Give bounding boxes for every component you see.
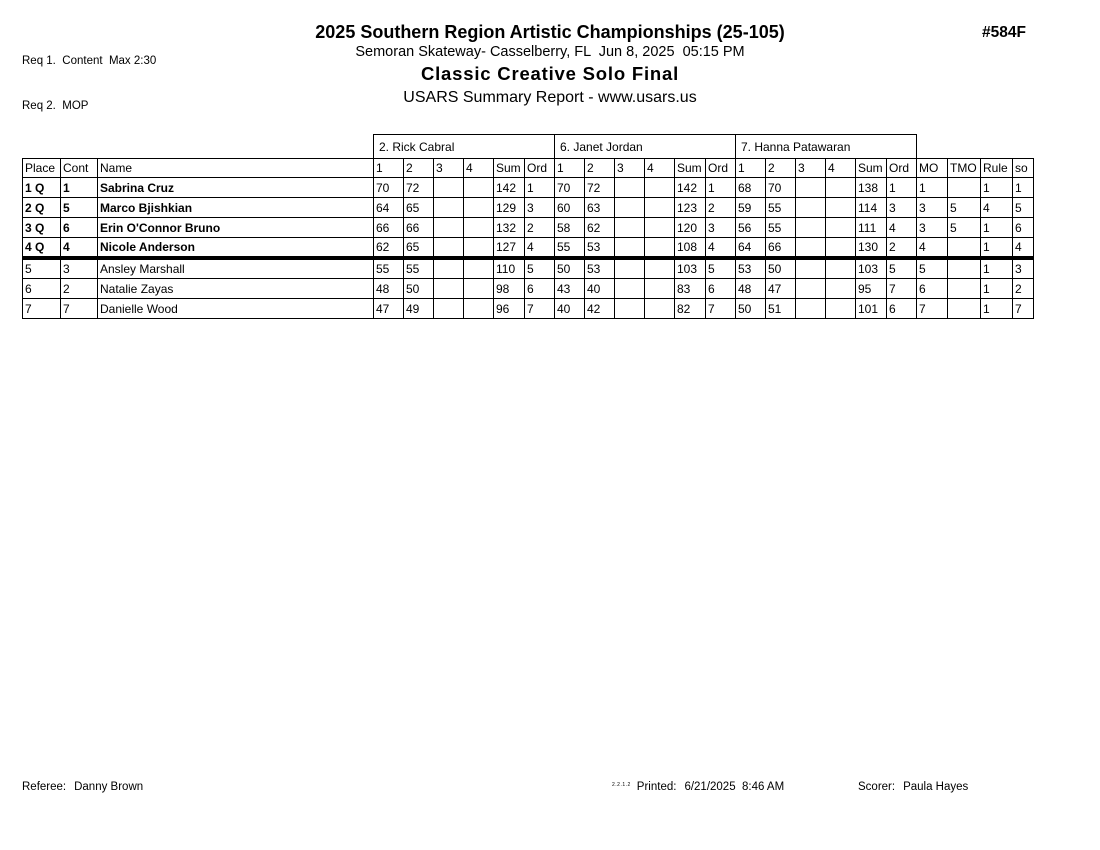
total-majority-ordinal-cell — [948, 299, 981, 319]
col-header-mo: MO — [917, 159, 948, 178]
col-header-tmo: TMO — [948, 159, 981, 178]
skater-name-cell: Erin O'Connor Bruno — [98, 218, 374, 238]
col-header-j1-sum: Sum — [494, 159, 525, 178]
judge-1-score-cell — [464, 198, 494, 218]
event-code: #584F — [982, 24, 1026, 41]
judge-row-left-spacer — [23, 135, 374, 159]
judge-3-ordinal-cell: 2 — [887, 238, 917, 259]
judge-3-score-cell — [796, 178, 826, 198]
col-header-j2-ord: Ord — [706, 159, 736, 178]
rule-cell: 1 — [981, 299, 1013, 319]
judge-1-score-cell: 48 — [374, 279, 404, 299]
judge-1-sum-cell: 129 — [494, 198, 525, 218]
judge-2-score-cell — [645, 279, 675, 299]
sum-ordinals-cell: 4 — [1013, 238, 1034, 259]
judge-3-ordinal-cell: 1 — [887, 178, 917, 198]
judge-3-score-cell: 53 — [736, 258, 766, 279]
col-header-j1-ord: Ord — [525, 159, 555, 178]
skater-name-cell: Nicole Anderson — [98, 238, 374, 259]
judge-2-score-cell: 72 — [585, 178, 615, 198]
rule-cell: 1 — [981, 218, 1013, 238]
col-header-j3-1: 1 — [736, 159, 766, 178]
judge-3-score-cell — [826, 198, 856, 218]
place-cell: 4 Q — [23, 238, 61, 259]
judge-2-sum-cell: 108 — [675, 238, 706, 259]
judge-1-score-cell — [434, 299, 464, 319]
rule-cell: 1 — [981, 178, 1013, 198]
judge-3-score-cell: 55 — [766, 198, 796, 218]
judge-2-score-cell: 55 — [555, 238, 585, 259]
table-row — [23, 198, 1034, 218]
judge-3-score-cell: 56 — [736, 218, 766, 238]
judge-3-score-cell — [796, 218, 826, 238]
sum-ordinals-cell: 6 — [1013, 218, 1034, 238]
col-header-place: Place — [23, 159, 61, 178]
majority-ordinal-cell: 7 — [917, 299, 948, 319]
judge-1-ordinal-cell: 1 — [525, 178, 555, 198]
judge-1-score-cell: 55 — [404, 258, 434, 279]
judge-1-score-cell: 62 — [374, 238, 404, 259]
judge-2-score-cell — [645, 258, 675, 279]
judge-3-name: 7. Hanna Patawaran — [736, 135, 917, 159]
judge-1-ordinal-cell: 5 — [525, 258, 555, 279]
col-header-j1-2: 2 — [404, 159, 434, 178]
judge-1-score-cell: 65 — [404, 198, 434, 218]
table-row — [23, 178, 1034, 198]
judge-2-score-cell: 63 — [585, 198, 615, 218]
judge-2-score-cell: 70 — [555, 178, 585, 198]
judge-3-score-cell — [826, 238, 856, 259]
judge-1-score-cell: 70 — [374, 178, 404, 198]
judge-1-score-cell — [464, 178, 494, 198]
place-cell: 3 Q — [23, 218, 61, 238]
judge-1-sum-cell: 110 — [494, 258, 525, 279]
judge-1-ordinal-cell: 7 — [525, 299, 555, 319]
table-row — [23, 218, 1034, 238]
judge-row-right-spacer — [917, 135, 1034, 159]
judge-2-sum-cell: 103 — [675, 258, 706, 279]
judge-3-score-cell: 50 — [766, 258, 796, 279]
judge-2-score-cell: 60 — [555, 198, 585, 218]
judge-1-ordinal-cell: 4 — [525, 238, 555, 259]
contestant-number-cell: 1 — [61, 178, 98, 198]
judge-2-sum-cell: 123 — [675, 198, 706, 218]
rule-cell: 1 — [981, 279, 1013, 299]
judge-3-score-cell — [796, 238, 826, 259]
judge-2-score-cell — [615, 198, 645, 218]
sum-ordinals-cell: 3 — [1013, 258, 1034, 279]
col-header-j3-3: 3 — [796, 159, 826, 178]
judge-2-score-cell — [615, 238, 645, 259]
judge-3-score-cell — [826, 258, 856, 279]
judge-1-ordinal-cell: 3 — [525, 198, 555, 218]
judge-2-score-cell: 58 — [555, 218, 585, 238]
judge-3-score-cell — [796, 279, 826, 299]
printed-datetime: 6/21/2025 8:46 AM — [684, 781, 785, 793]
judge-3-sum-cell: 103 — [856, 258, 887, 279]
total-majority-ordinal-cell: 5 — [948, 218, 981, 238]
judge-1-score-cell — [464, 218, 494, 238]
col-header-j3-2: 2 — [766, 159, 796, 178]
judge-3-score-cell: 64 — [736, 238, 766, 259]
table-row — [23, 238, 1034, 259]
total-majority-ordinal-cell — [948, 258, 981, 279]
judge-3-ordinal-cell: 3 — [887, 198, 917, 218]
judge-3-ordinal-cell: 6 — [887, 299, 917, 319]
judge-1-score-cell — [434, 258, 464, 279]
judge-1-score-cell: 66 — [404, 218, 434, 238]
judge-1-score-cell — [464, 279, 494, 299]
judge-3-sum-cell: 130 — [856, 238, 887, 259]
judge-2-score-cell — [615, 218, 645, 238]
place-cell: 5 — [23, 258, 61, 279]
judge-3-score-cell: 55 — [766, 218, 796, 238]
judge-1-sum-cell: 142 — [494, 178, 525, 198]
software-version: 2.2.1.2 — [612, 782, 631, 788]
judge-2-score-cell — [615, 279, 645, 299]
col-header-j1-3: 3 — [434, 159, 464, 178]
judge-3-ordinal-cell: 7 — [887, 279, 917, 299]
judge-2-sum-cell: 120 — [675, 218, 706, 238]
col-header-j1-1: 1 — [374, 159, 404, 178]
judge-2-sum-cell: 82 — [675, 299, 706, 319]
judge-1-score-cell — [434, 218, 464, 238]
judge-2-score-cell — [645, 178, 675, 198]
judge-header-row — [23, 135, 1034, 159]
col-header-j3-ord: Ord — [887, 159, 917, 178]
col-header-j2-4: 4 — [645, 159, 675, 178]
title-block — [0, 22, 1100, 110]
judge-3-score-cell — [796, 258, 826, 279]
championship-title: 2025 Southern Region Artistic Championships (25-105) — [315, 22, 785, 42]
judge-2-ordinal-cell: 2 — [706, 198, 736, 218]
requirement-1: Req 1. Content Max 2:30 — [22, 55, 157, 67]
place-cell: 6 — [23, 279, 61, 299]
judge-2-ordinal-cell: 5 — [706, 258, 736, 279]
judge-2-ordinal-cell: 7 — [706, 299, 736, 319]
judge-3-score-cell — [796, 198, 826, 218]
judge-3-score-cell — [826, 218, 856, 238]
skater-name-cell: Sabrina Cruz — [98, 178, 374, 198]
contestant-number-cell: 7 — [61, 299, 98, 319]
judge-2-score-cell: 53 — [585, 258, 615, 279]
rule-cell: 1 — [981, 238, 1013, 259]
skater-name-cell: Ansley Marshall — [98, 258, 374, 279]
judge-1-score-cell — [434, 279, 464, 299]
judge-1-name: 2. Rick Cabral — [374, 135, 555, 159]
scorer-line — [858, 781, 968, 793]
judge-2-score-cell: 43 — [555, 279, 585, 299]
sum-ordinals-cell: 5 — [1013, 198, 1034, 218]
judge-1-score-cell — [434, 198, 464, 218]
contestant-number-cell: 6 — [61, 218, 98, 238]
event-title: Classic Creative Solo Final — [420, 63, 680, 84]
majority-ordinal-cell: 3 — [917, 218, 948, 238]
col-header-name: Name — [98, 159, 374, 178]
skater-name-cell: Natalie Zayas — [98, 279, 374, 299]
judge-1-score-cell: 72 — [404, 178, 434, 198]
col-header-cont: Cont — [61, 159, 98, 178]
judge-1-score-cell: 66 — [374, 218, 404, 238]
judge-2-score-cell: 40 — [585, 279, 615, 299]
referee-line — [22, 781, 143, 793]
results-table — [22, 134, 1034, 319]
judge-3-score-cell — [826, 279, 856, 299]
judge-2-ordinal-cell: 4 — [706, 238, 736, 259]
judge-1-score-cell: 50 — [404, 279, 434, 299]
printed-label: Printed: — [636, 781, 677, 793]
col-header-j2-sum: Sum — [675, 159, 706, 178]
judge-1-score-cell: 49 — [404, 299, 434, 319]
judge-3-score-cell: 66 — [766, 238, 796, 259]
judge-3-score-cell — [796, 299, 826, 319]
majority-ordinal-cell: 4 — [917, 238, 948, 259]
sum-ordinals-cell: 2 — [1013, 279, 1034, 299]
requirement-2: Req 2. MOP — [22, 100, 89, 112]
judge-2-score-cell: 50 — [555, 258, 585, 279]
skater-name-cell: Danielle Wood — [98, 299, 374, 319]
col-header-j3-4: 4 — [826, 159, 856, 178]
judge-2-score-cell: 40 — [555, 299, 585, 319]
judge-3-sum-cell: 101 — [856, 299, 887, 319]
place-cell: 1 Q — [23, 178, 61, 198]
column-header-row — [23, 159, 1034, 178]
judge-1-score-cell: 47 — [374, 299, 404, 319]
rule-cell: 1 — [981, 258, 1013, 279]
judge-3-score-cell — [826, 178, 856, 198]
col-header-j2-2: 2 — [585, 159, 615, 178]
majority-ordinal-cell: 1 — [917, 178, 948, 198]
judge-3-ordinal-cell: 5 — [887, 258, 917, 279]
col-header-rule: Rule — [981, 159, 1013, 178]
contestant-number-cell: 5 — [61, 198, 98, 218]
scorer-name: Paula Hayes — [903, 781, 969, 793]
judge-2-name: 6. Janet Jordan — [555, 135, 736, 159]
judge-1-ordinal-cell: 6 — [525, 279, 555, 299]
sum-ordinals-cell: 7 — [1013, 299, 1034, 319]
judge-2-score-cell — [615, 178, 645, 198]
judge-1-sum-cell: 96 — [494, 299, 525, 319]
skater-name-cell: Marco Bjishkian — [98, 198, 374, 218]
judge-2-score-cell: 53 — [585, 238, 615, 259]
col-header-j2-3: 3 — [615, 159, 645, 178]
majority-ordinal-cell: 6 — [917, 279, 948, 299]
printed-line — [612, 781, 784, 793]
judge-1-score-cell: 65 — [404, 238, 434, 259]
sum-ordinals-cell: 1 — [1013, 178, 1034, 198]
contestant-number-cell: 2 — [61, 279, 98, 299]
referee-label: Referee: — [22, 781, 67, 793]
judge-3-sum-cell: 114 — [856, 198, 887, 218]
judge-2-score-cell — [615, 258, 645, 279]
judge-3-score-cell: 48 — [736, 279, 766, 299]
judge-2-sum-cell: 142 — [675, 178, 706, 198]
col-header-j2-1: 1 — [555, 159, 585, 178]
judge-3-sum-cell: 111 — [856, 218, 887, 238]
venue-date-line: Semoran Skateway- Casselberry, FL Jun 8, 2025 05:15 PM — [355, 44, 745, 60]
judge-2-ordinal-cell: 3 — [706, 218, 736, 238]
judge-2-score-cell — [645, 299, 675, 319]
col-header-j1-4: 4 — [464, 159, 494, 178]
judge-3-score-cell: 47 — [766, 279, 796, 299]
judge-1-sum-cell: 132 — [494, 218, 525, 238]
rule-cell: 4 — [981, 198, 1013, 218]
judge-3-score-cell: 59 — [736, 198, 766, 218]
table-row — [23, 299, 1034, 319]
contestant-number-cell: 3 — [61, 258, 98, 279]
judge-2-sum-cell: 83 — [675, 279, 706, 299]
judge-3-sum-cell: 95 — [856, 279, 887, 299]
judge-1-score-cell — [434, 178, 464, 198]
judge-1-ordinal-cell: 2 — [525, 218, 555, 238]
judge-2-score-cell: 62 — [585, 218, 615, 238]
col-header-so: so — [1013, 159, 1034, 178]
total-majority-ordinal-cell — [948, 238, 981, 259]
judge-1-sum-cell: 98 — [494, 279, 525, 299]
total-majority-ordinal-cell — [948, 178, 981, 198]
judge-2-score-cell: 42 — [585, 299, 615, 319]
judge-1-score-cell — [464, 258, 494, 279]
judge-2-score-cell — [645, 198, 675, 218]
judge-2-ordinal-cell: 6 — [706, 279, 736, 299]
total-majority-ordinal-cell — [948, 279, 981, 299]
majority-ordinal-cell: 5 — [917, 258, 948, 279]
judge-2-ordinal-cell: 1 — [706, 178, 736, 198]
referee-name: Danny Brown — [74, 781, 144, 793]
judge-1-score-cell — [464, 299, 494, 319]
judge-1-score-cell: 64 — [374, 198, 404, 218]
judge-2-score-cell — [645, 238, 675, 259]
judge-2-score-cell — [615, 299, 645, 319]
place-cell: 7 — [23, 299, 61, 319]
judge-3-score-cell: 50 — [736, 299, 766, 319]
judge-2-score-cell — [645, 218, 675, 238]
judge-3-score-cell: 70 — [766, 178, 796, 198]
table-row — [23, 258, 1034, 279]
judge-3-score-cell: 51 — [766, 299, 796, 319]
judge-3-sum-cell: 138 — [856, 178, 887, 198]
judge-1-score-cell — [464, 238, 494, 259]
majority-ordinal-cell: 3 — [917, 198, 948, 218]
col-header-j3-sum: Sum — [856, 159, 887, 178]
judge-3-score-cell: 68 — [736, 178, 766, 198]
place-cell: 2 Q — [23, 198, 61, 218]
judge-1-score-cell — [434, 238, 464, 259]
judge-3-ordinal-cell: 4 — [887, 218, 917, 238]
report-type-line: USARS Summary Report - www.usars.us — [403, 89, 697, 106]
judge-1-score-cell: 55 — [374, 258, 404, 279]
contestant-number-cell: 4 — [61, 238, 98, 259]
table-row — [23, 279, 1034, 299]
judge-3-score-cell — [826, 299, 856, 319]
scorer-label: Scorer: — [858, 781, 896, 793]
judge-1-sum-cell: 127 — [494, 238, 525, 259]
total-majority-ordinal-cell: 5 — [948, 198, 981, 218]
